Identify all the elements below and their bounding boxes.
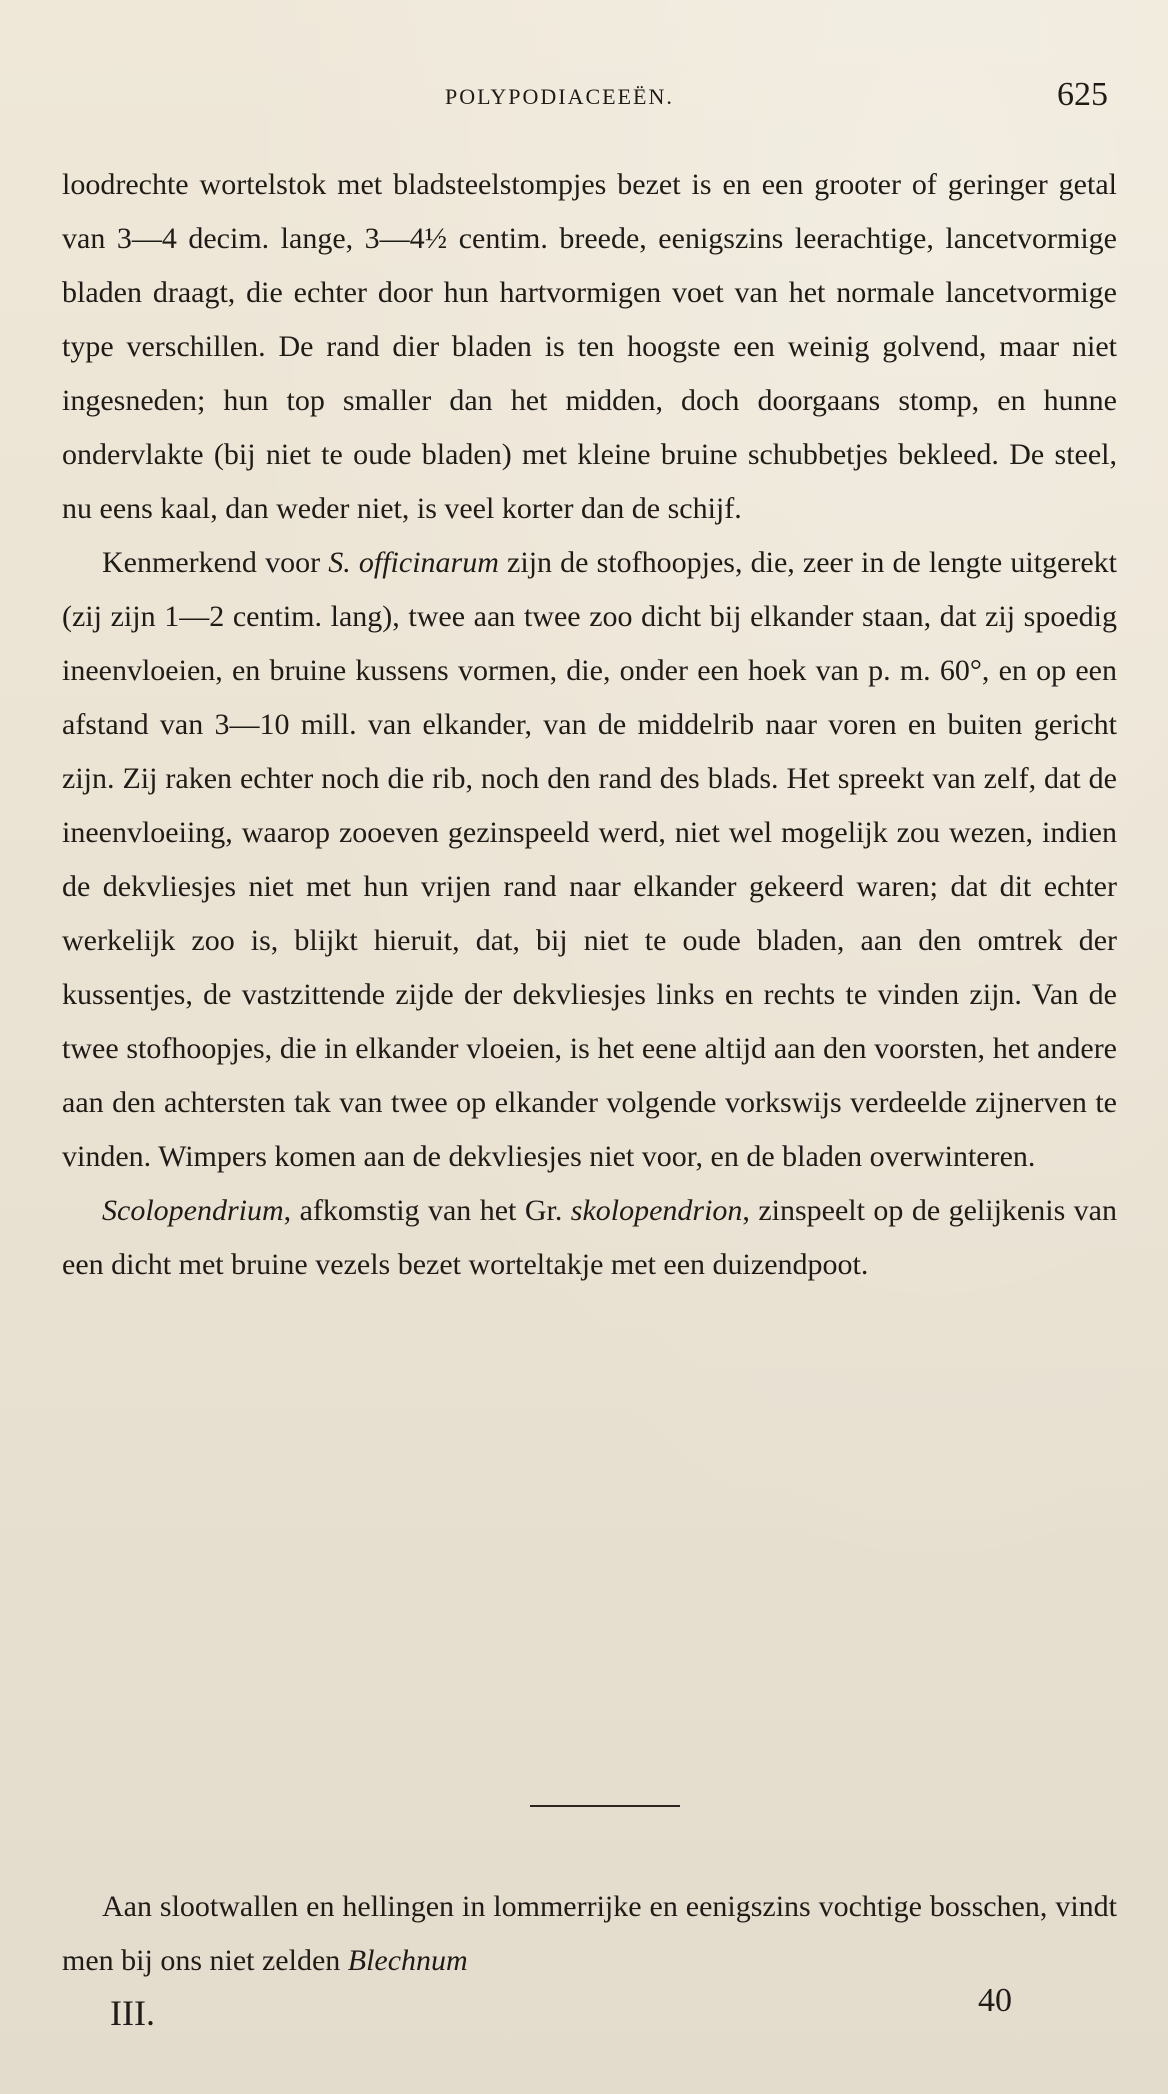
page-body	[62, 158, 1117, 1292]
divider-line	[530, 1805, 680, 1807]
section-divider	[0, 1796, 1168, 1816]
paragraph-text: Kenmerkend voor	[102, 546, 329, 579]
species-name: S. officinarum	[328, 546, 499, 579]
signature-mark: 40	[978, 1982, 1012, 2019]
volume-mark: III.	[110, 1993, 155, 2033]
genus-name: Scolopendrium	[102, 1194, 284, 1227]
page-number: 625	[1057, 76, 1108, 113]
paragraph-text: zijn de stofhoopjes, die, zeer in de lengte uitgerekt (zij zijn 1—2 centim. lang), twee aan twee zoo dicht bij elkander staan, dat zij spoedig ineenvloeien, en bruine kussens vormen, die, onder een hoek van p. m. 60°, en op een afstand van 3—10 mill. van elkander, van de middelrib naar voren en buiten gericht zijn. Zij raken echter noch die rib, noch den rand des blads. Het spreekt van zelf, dat de ineenvloeiing, waarop zooeven gezinspeeld werd, niet wel mogelijk zou wezen, indien de dekvliesjes niet met hun vrijen rand naar elkander gekeerd waren; dat dit echter werkelijk zoo is, blijkt hieruit, dat, bij niet te oude bladen, aan den omtrek der kussentjes, de vastzittende zijde der dekvliesjes links en rechts te vinden zijn. Van de twee stofhoopjes, die in elkander vloeien, is het eene altijd aan den voorsten, het andere aan den achtersten tak van twee op elkander volgende vorkswijs verdeelde zijnerven te vinden. Wimpers komen aan de dekvliesjes niet voor, en de bladen overwinteren.	[62, 546, 1118, 1173]
paragraph-blechnum	[62, 1880, 1117, 1988]
paragraph-etymology	[62, 1184, 1117, 1292]
greek-word: skolopendrion	[570, 1194, 743, 1227]
paragraph-stofhoopjes	[62, 536, 1117, 1184]
paragraph-text: Aan slootwallen en hellingen in lommerrijke en eenigszins vochtige bosschen, vindt men bij ons niet zelden	[62, 1890, 1117, 1977]
paragraph-text: , afkomstig van het Gr.	[283, 1194, 571, 1227]
paragraph-continuation: loodrechte wortelstok met bladsteelstompjes bezet is en een grooter of geringer getal van 3—4 decim. lange, 3—4½ centim. breede, eenigszins leerachtige, lancetvormige bladen draagt, die echter door hun hartvormigen voet van het normale lancetvormige type verschillen. De rand dier bladen is ten hoogste een weinig golvend, maar niet ingesneden; hun top smaller dan het midden, doch doorgaans stomp, en hunne ondervlakte (bij niet te oude bladen) met kleine bruine schubbetjes bekleed. De steel, nu eens kaal, dan weder niet, is veel korter dan de schijf.	[62, 168, 1117, 525]
running-title: POLYPODIACEEËN.	[445, 84, 674, 109]
genus-name: Blechnum	[347, 1944, 468, 1977]
paragraph-text: , zinspeelt op de gelijkenis van een dicht met bruine vezels bezet worteltakje met een duizendpoot.	[62, 1194, 1117, 1281]
page-body-bottom	[62, 1880, 1117, 1988]
page-header	[0, 70, 1168, 130]
page-footer	[0, 1982, 1168, 2042]
